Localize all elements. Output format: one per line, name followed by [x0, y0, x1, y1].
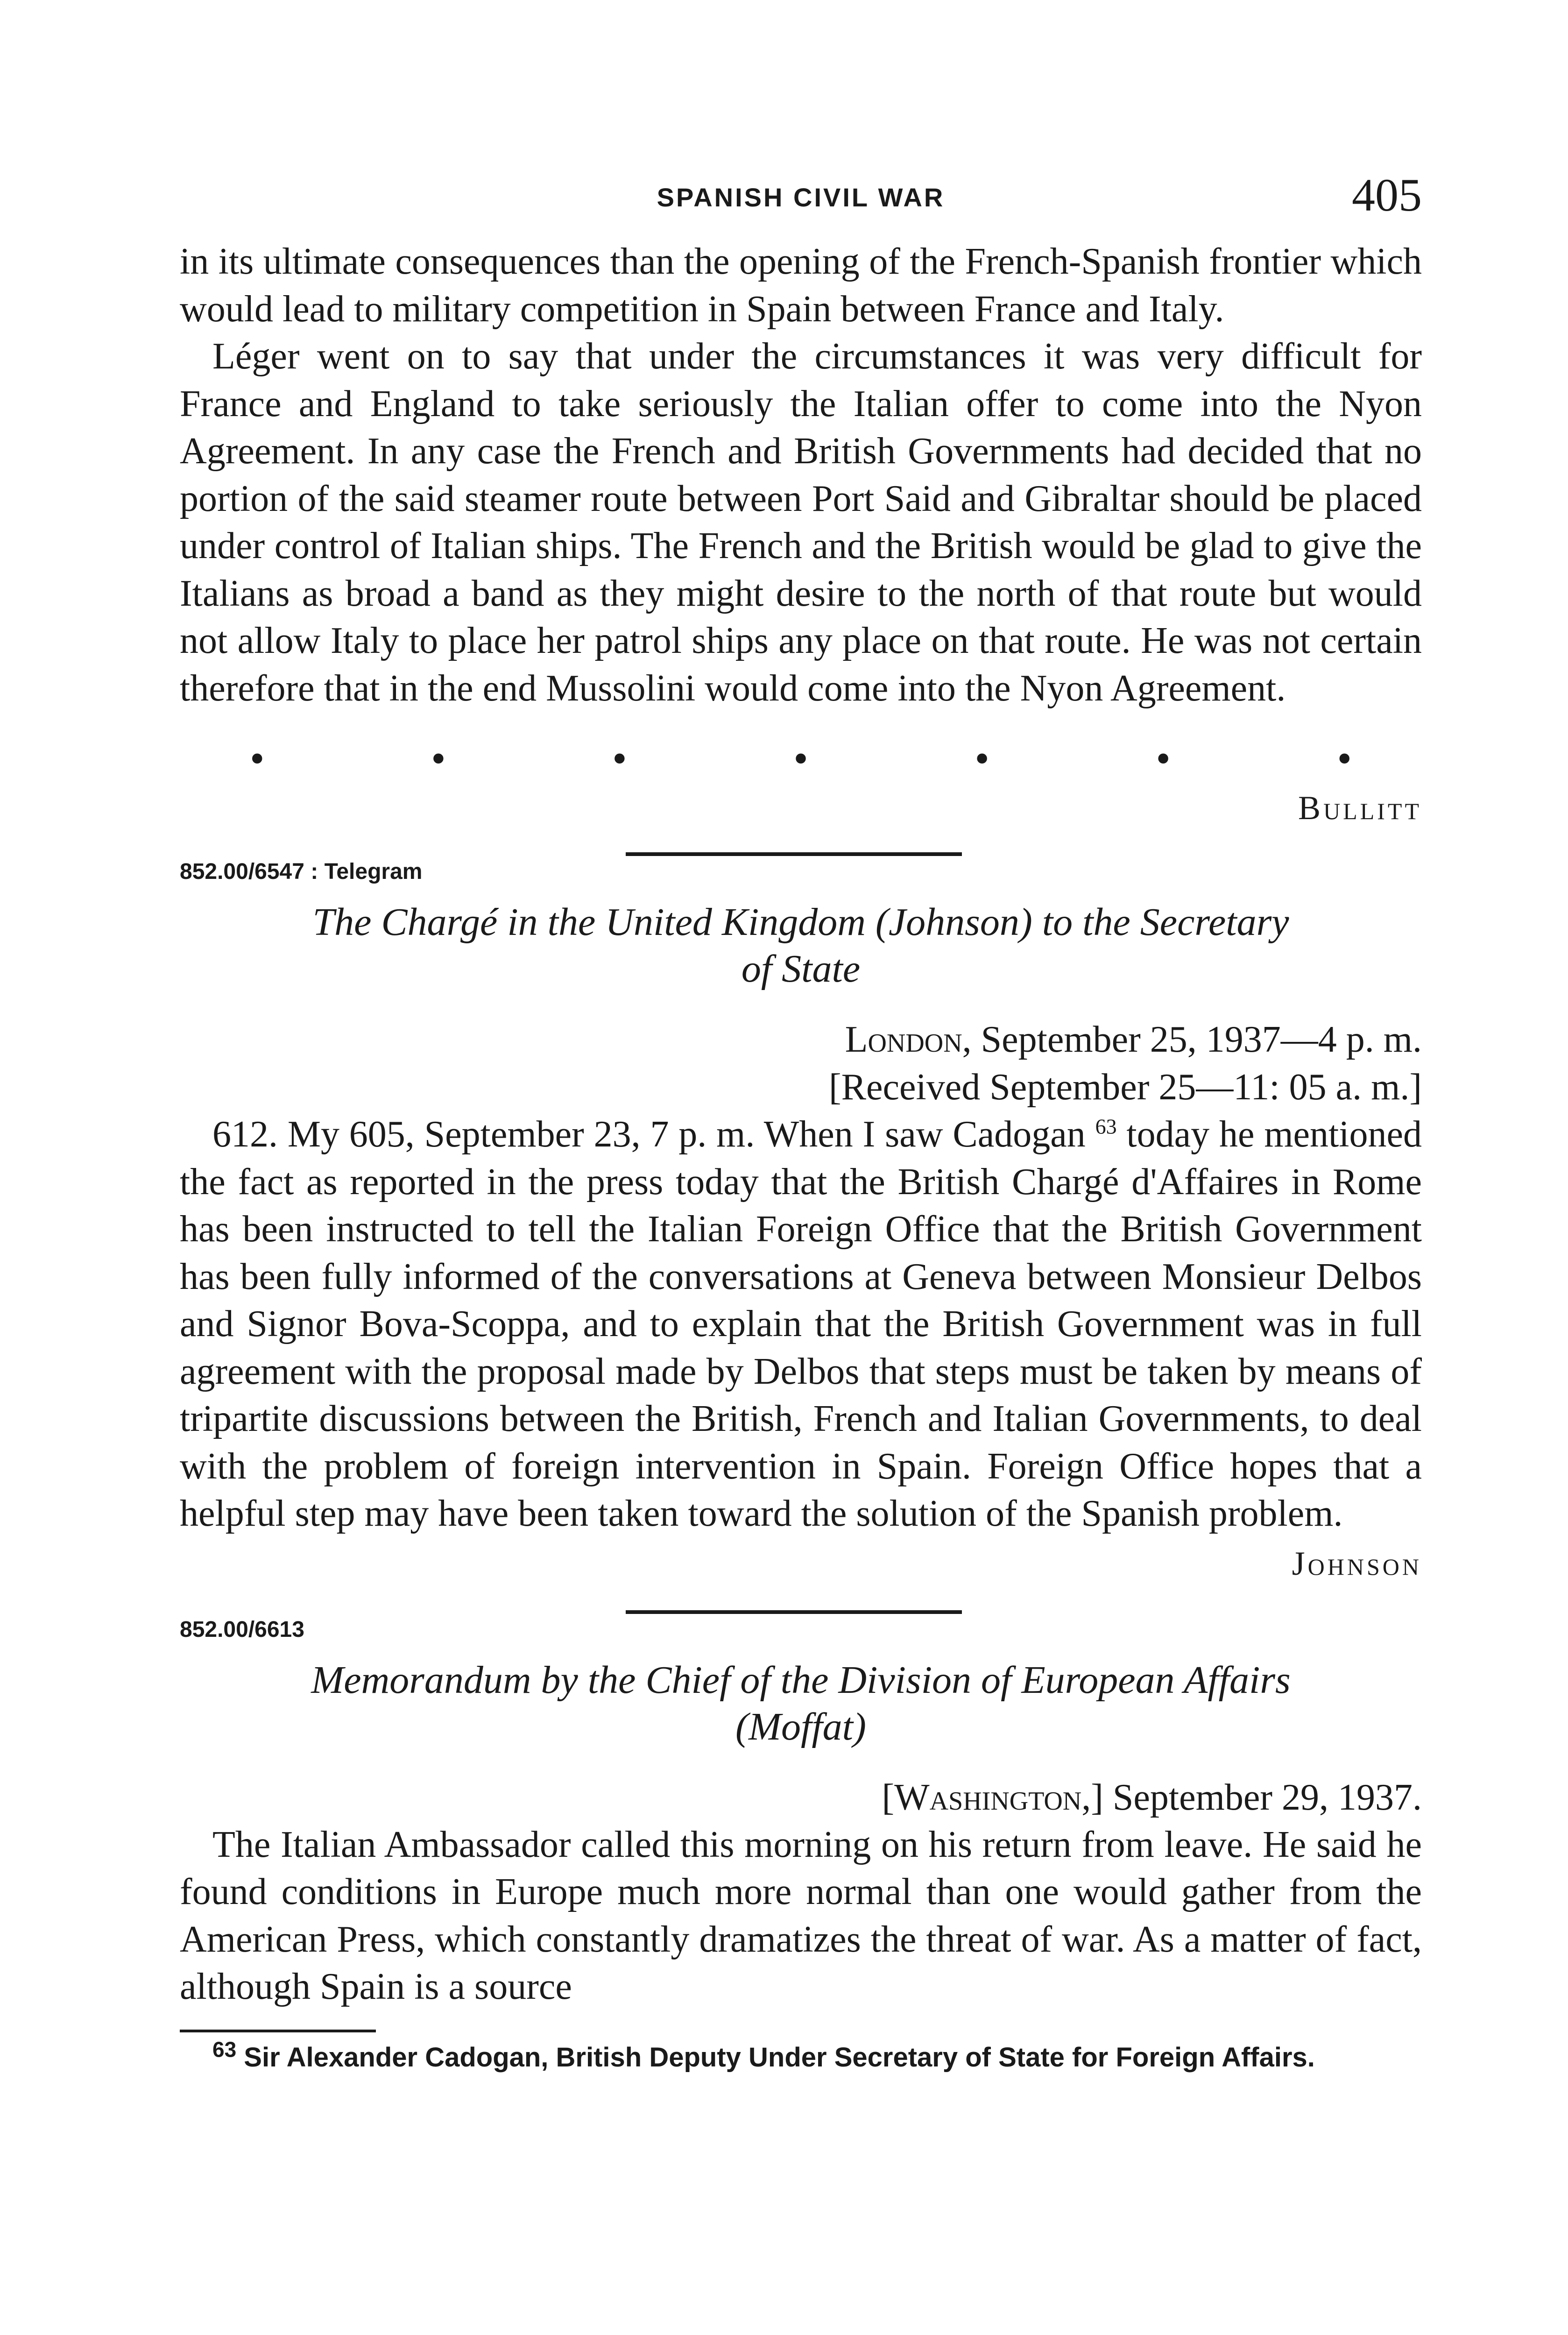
- ellipsis-dot: •: [612, 736, 627, 782]
- dateline-date: , September 25, 1937—4 p. m.: [962, 1019, 1422, 1060]
- dateline-date: September 29, 1937.: [1103, 1776, 1422, 1818]
- footnote-text: Sir Alexander Cadogan, British Deputy Under Secretary of State for Foreign Affairs.: [236, 2042, 1315, 2073]
- dateline-block: [180, 1016, 1422, 1111]
- telegram-body-start: 612. My 605, September 23, 7 p. m. When I saw Cadogan: [212, 1114, 1086, 1155]
- moffat-memorandum: [180, 1610, 1422, 2011]
- received-line: [Received September 25—11: 05 a. m.]: [829, 1067, 1422, 1108]
- dateline: [180, 1774, 1422, 1821]
- footnote-reference: 63: [1095, 1114, 1117, 1139]
- dateline-place: London: [845, 1019, 962, 1060]
- ellipsis-dot: •: [975, 736, 989, 782]
- file-number: 852.00/6613: [180, 1617, 304, 1642]
- running-header: [180, 168, 1422, 238]
- telegram-body: [180, 1111, 1422, 1538]
- footnote-divider: [180, 2030, 376, 2032]
- document-title: [180, 1657, 1422, 1750]
- johnson-telegram: [180, 852, 1422, 1589]
- ellipsis-dot: •: [1337, 736, 1352, 782]
- ellipsis-dot: •: [431, 736, 446, 782]
- ellipsis-dot: •: [1156, 736, 1171, 782]
- footnote: [180, 2037, 1422, 2074]
- document-title-line2: of State: [741, 947, 861, 991]
- telegram-body-rest: today he mentioned the fact as reported in the press today that the British Chargé d'Affaires in Rome has been instructed to tell the Italian Foreign Office that the British Government has been fully informed of the conversations at Geneva between Monsieur Delbos and Signor Bova-Scoppa, and to explain that the British Government was in full agreement with the proposal made by Delbos that steps must be taken by means of tripartite discussions between the British, French and Italian Governments, to deal with the problem of foreign intervention in Spain. Foreign Office hopes that a helpful step may have been taken toward the solution of the Spanish problem.: [180, 1114, 1422, 1534]
- bullitt-telegram-continuation: [180, 238, 1422, 831]
- file-number: 852.00/6547 : Telegram: [180, 859, 423, 884]
- document-title-line1: Memorandum by the Chief of the Division of European Affairs: [311, 1658, 1291, 1702]
- section-head: [180, 852, 1422, 894]
- document-title: [180, 899, 1422, 992]
- running-title: SPANISH CIVIL WAR: [657, 183, 945, 212]
- signature-bullitt: Bullitt: [1298, 789, 1422, 827]
- document-title-line2: (Moffat): [735, 1705, 866, 1748]
- document-page: [180, 168, 1422, 2074]
- section-divider: [626, 1610, 962, 1614]
- memorandum-body: The Italian Ambassador called this morning on his return from leave. He said he found conditions in Europe much more normal than one would gather from the American Press, which constantly dramatizes the threat of war. As a matter of fact, although Spain is a source: [180, 1824, 1422, 2007]
- omission-ellipsis: [180, 712, 1422, 782]
- paragraph-continuation: in its ultimate consequences than the opening of the French-Spanish frontier which would lead to military competition in Spain between France and Italy.: [180, 241, 1422, 330]
- page-number: 405: [1352, 169, 1422, 221]
- signature-johnson: Johnson: [1292, 1544, 1422, 1582]
- dateline: [180, 1016, 1422, 1063]
- paragraph-leger: Léger went on to say that under the circumstances it was very difficult for France and England to take seriously the Italian offer to come into the Nyon Agreement. In any case the French and British Governments had decided that no portion of the said steamer route between Port Said and Gibraltar should be placed under control of Italian ships. The French and the British would be glad to give the Italians as broad a band as they might desire to the north of that route but would not allow Italy to place her patrol ships any place on that route. He was not certain therefore that in the end Mussolini would come into the Nyon Agreement.: [180, 336, 1422, 709]
- document-title-line1: The Chargé in the United Kingdom (Johnson) to the Secretary: [312, 900, 1289, 944]
- footnote-marker: 63: [212, 2037, 237, 2062]
- ellipsis-dot: •: [250, 736, 265, 782]
- ellipsis-dot: •: [793, 736, 808, 782]
- section-head: [180, 1610, 1422, 1652]
- dateline-block: [180, 1774, 1422, 1821]
- section-divider: [626, 852, 962, 856]
- dateline-place: [Washington,]: [882, 1776, 1103, 1818]
